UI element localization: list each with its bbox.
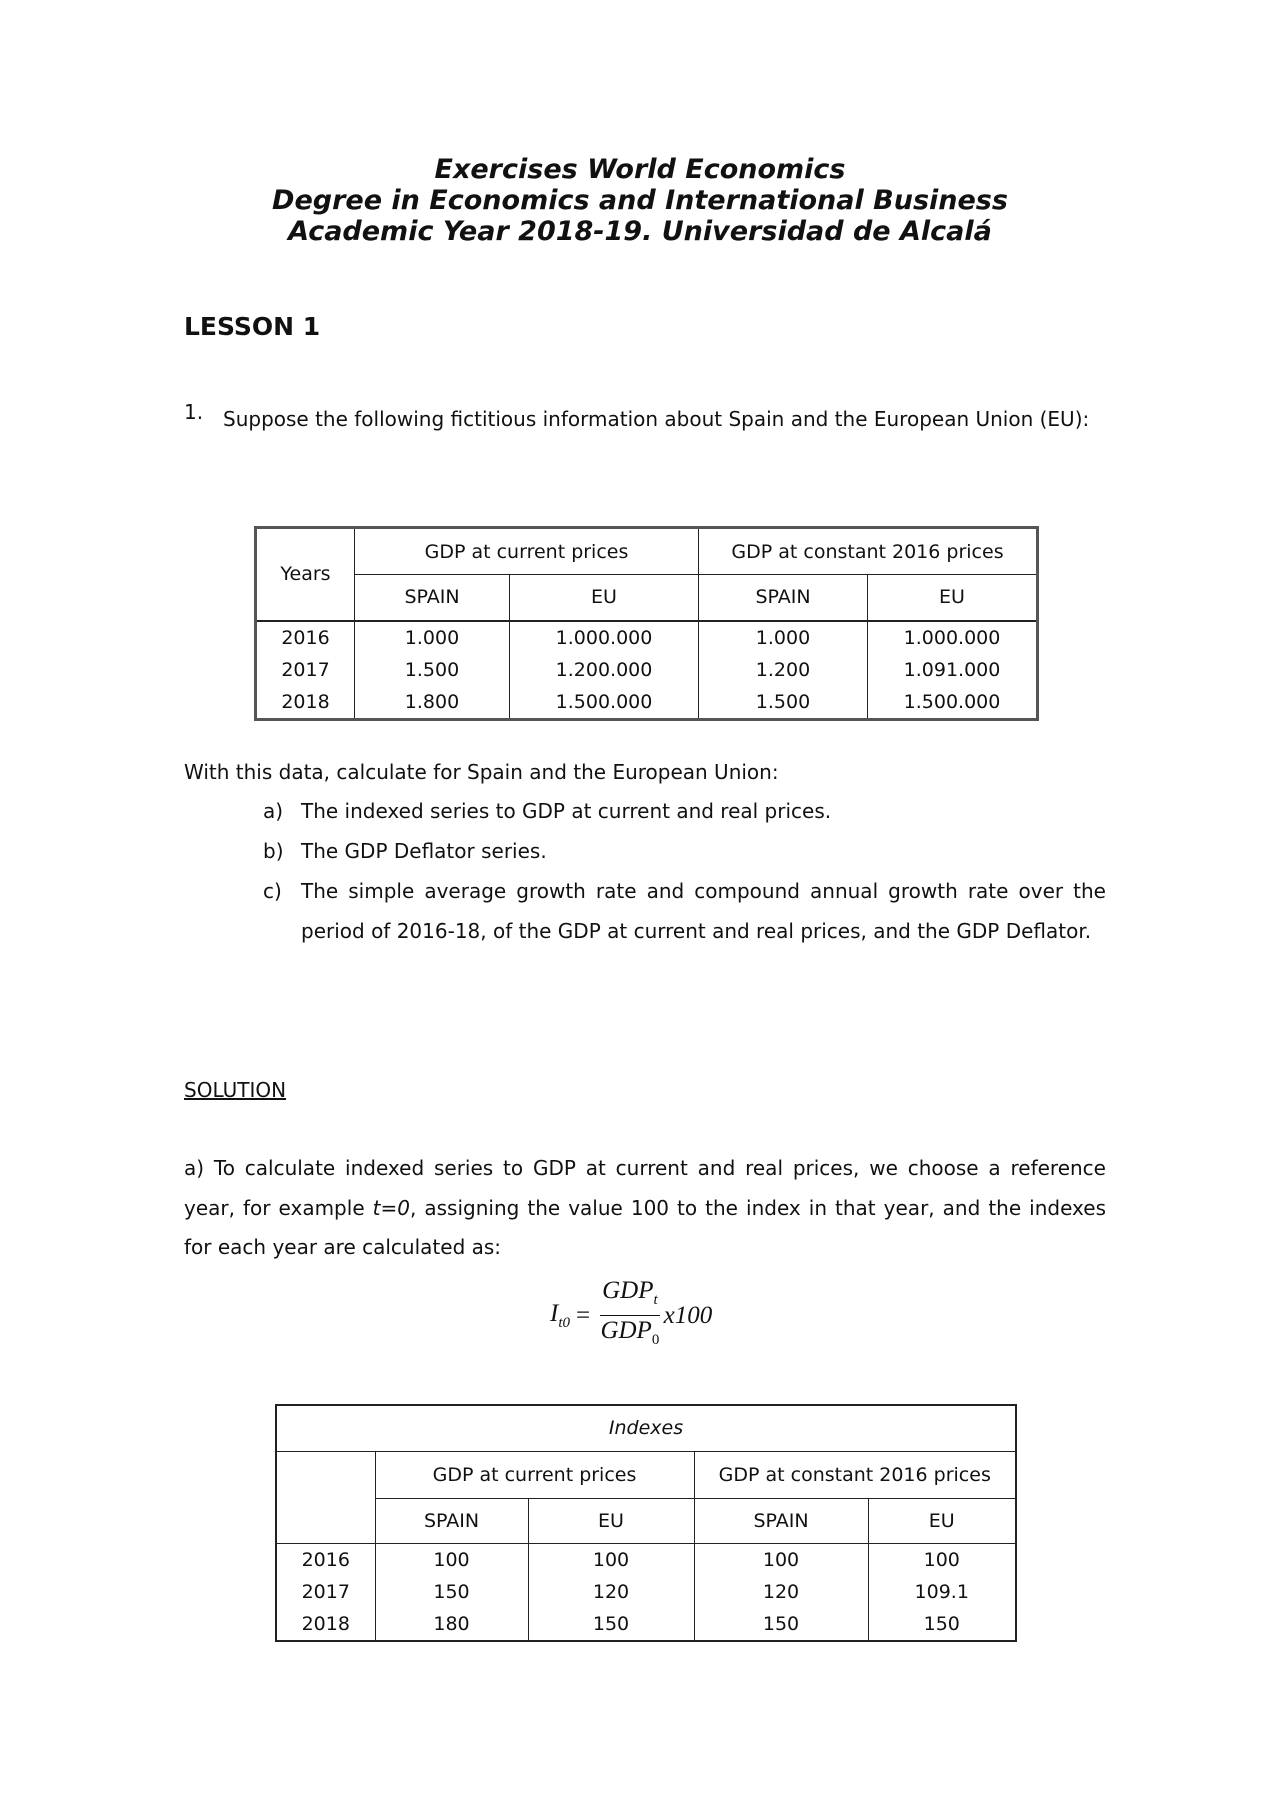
value-cell: 1.000 xyxy=(699,621,868,654)
sub-header: EU xyxy=(510,575,699,621)
sub-header: SPAIN xyxy=(355,575,510,621)
value-cell: 100 xyxy=(375,1543,528,1576)
lesson-heading: LESSON 1 xyxy=(184,312,321,341)
item-label: c) xyxy=(263,879,282,903)
value-cell: 150 xyxy=(868,1608,1016,1641)
value-cell: 1.500 xyxy=(355,654,510,686)
empty-corner xyxy=(276,1451,375,1543)
item-label: a) xyxy=(263,799,284,823)
value-cell: 1.200 xyxy=(699,654,868,686)
formula-multiplier: x100 xyxy=(663,1301,713,1329)
input-data-table xyxy=(254,526,1039,721)
index-formula xyxy=(550,1276,712,1355)
years-header: Years xyxy=(256,528,355,621)
year-cell: 2018 xyxy=(256,686,355,720)
value-cell: 150 xyxy=(694,1608,868,1641)
value-cell: 1.200.000 xyxy=(510,654,699,686)
year-cell: 2017 xyxy=(256,654,355,686)
value-cell: 1.800 xyxy=(355,686,510,720)
table-row xyxy=(256,621,1038,654)
sub-header: EU xyxy=(528,1498,694,1543)
value-cell: 100 xyxy=(694,1543,868,1576)
formula-lhs: $I_{t0}$ xyxy=(550,1299,570,1331)
item-text: The simple average growth rate and compound annual growth rate over the period of 2016-18, of the GDP at current and real prices, and the GDP Deflator. xyxy=(301,879,1106,943)
value-cell: 150 xyxy=(528,1608,694,1641)
exercise-number: 1. xyxy=(184,400,204,424)
variable: t=0 xyxy=(372,1195,410,1220)
group-header-current: GDP at current prices xyxy=(375,1451,694,1498)
table-row xyxy=(276,1608,1016,1641)
doc-title-line2: Degree in Economics and International Business xyxy=(272,185,1008,216)
year-cell: 2017 xyxy=(276,1576,375,1608)
year-cell: 2016 xyxy=(256,621,355,654)
value-cell: 1.500.000 xyxy=(510,686,699,720)
exercise-intro: Suppose the following fictitious information about Spain and the European Union (EU): xyxy=(223,407,1090,431)
value-cell: 1.000.000 xyxy=(510,621,699,654)
year-cell: 2018 xyxy=(276,1608,375,1641)
table-row xyxy=(276,1576,1016,1608)
sub-header: SPAIN xyxy=(694,1498,868,1543)
value-cell: 1.000.000 xyxy=(868,621,1038,654)
value-cell: 120 xyxy=(694,1576,868,1608)
value-cell: 150 xyxy=(375,1576,528,1608)
value-cell: 109.1 xyxy=(868,1576,1016,1608)
sub-header: EU xyxy=(868,1498,1016,1543)
table-row xyxy=(256,654,1038,686)
value-cell: 100 xyxy=(868,1543,1016,1576)
group-header-constant: GDP at constant 2016 prices xyxy=(699,528,1038,575)
solution-heading: SOLUTION xyxy=(184,1078,287,1102)
value-cell: 1.500.000 xyxy=(868,686,1038,720)
group-header-current: GDP at current prices xyxy=(355,528,699,575)
table-row xyxy=(256,686,1038,720)
item-text: The indexed series to GDP at current and real prices. xyxy=(301,799,832,823)
item-label: b) xyxy=(263,839,284,863)
sub-header: EU xyxy=(868,575,1038,621)
table-row xyxy=(276,1543,1016,1576)
value-cell: 100 xyxy=(528,1543,694,1576)
value-cell: 1.000 xyxy=(355,621,510,654)
value-cell: 1.500 xyxy=(699,686,868,720)
doc-title-line1: Exercises World Economics xyxy=(434,154,846,185)
text: , assigning the value 100 to the index in that year, and the indexes for each year are calculated as: xyxy=(184,1195,1107,1259)
solution-paragraph-a xyxy=(184,1149,1106,1268)
group-header-constant: GDP at constant 2016 prices xyxy=(694,1451,1016,1498)
sub-header: SPAIN xyxy=(375,1498,528,1543)
text: a) To calculate indexed series to GDP at current and real prices, we choose a reference year, for example xyxy=(184,1156,1106,1220)
value-cell: 180 xyxy=(375,1608,528,1641)
item-text: The GDP Deflator series. xyxy=(301,839,547,863)
value-cell: 1.091.000 xyxy=(868,654,1038,686)
indexes-table xyxy=(275,1404,1017,1642)
formula-eq: = xyxy=(576,1301,591,1329)
doc-title-line3: Academic Year 2018-19. Universidad de Alcalá xyxy=(288,216,992,247)
year-cell: 2016 xyxy=(276,1543,375,1576)
sub-header: SPAIN xyxy=(699,575,868,621)
exercise-prompt: With this data, calculate for Spain and the European Union: xyxy=(184,760,779,784)
formula-fraction: $\frac{GDP_t}{GDP_0}$ xyxy=(600,1277,660,1348)
value-cell: 120 xyxy=(528,1576,694,1608)
indexes-title: Indexes xyxy=(276,1405,1016,1451)
